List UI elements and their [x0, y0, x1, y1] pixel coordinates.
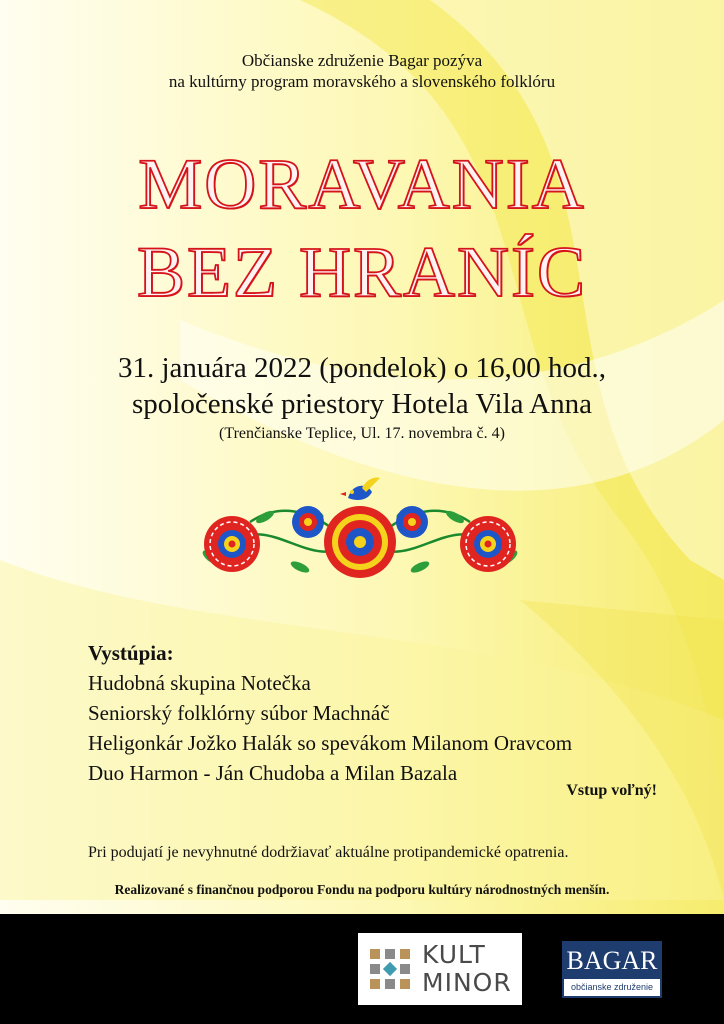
kult-word: KULT	[422, 940, 486, 969]
funding-note: Realizované s finančnou podporou Fondu na podporu kultúry národnostných menšín.	[114, 882, 610, 897]
intro-text	[0, 50, 724, 92]
footer-bar	[0, 914, 724, 1024]
event-datetime: 31. januára 2022 (pondelok) o 16,00 hod.,	[117, 352, 607, 384]
kult-minor-logo	[358, 933, 522, 1005]
event-address: (Trenčianske Teplice, Ul. 17. novembra č. 4)	[219, 425, 505, 442]
bagar-subtitle: občianske združenie	[570, 982, 654, 992]
minor-word: MINOR	[422, 968, 512, 997]
performers-section	[88, 638, 572, 788]
event-title	[0, 140, 724, 316]
kult-minor-wordmark	[422, 941, 512, 997]
title-line-2: BEZ HRANÍC	[137, 232, 587, 312]
title-line-1: MORAVANIA	[138, 144, 586, 224]
entry-free-note: Vstup voľný!	[566, 782, 657, 799]
event-datetime-venue	[0, 350, 724, 422]
performer-item: Heligonkár Jožko Halák so spevákom Milanom Oravcom	[88, 731, 573, 755]
performer-item: Duo Harmon - Ján Chudoba a Milan Bazala	[88, 761, 458, 785]
event-venue: spoločenské priestory Hotela Vila Anna	[131, 388, 592, 420]
bagar-name: BAGAR	[564, 943, 660, 979]
performer-item: Hudobná skupina Notečka	[88, 671, 311, 695]
pandemic-notice: Pri podujatí je nevyhnutné dodržiavať aktuálne protipandemické opatrenia.	[88, 844, 569, 861]
performers-heading: Vystúpia:	[88, 641, 174, 665]
intro-line-2: na kultúrny program moravského a slovenského folklóru	[168, 72, 556, 91]
bagar-logo	[562, 941, 662, 998]
folk-flower-ornament	[190, 472, 530, 592]
kult-minor-pattern-icon	[368, 947, 412, 991]
intro-line-1: Občianske združenie Bagar pozýva	[241, 51, 483, 70]
performer-item: Seniorský folklórny súbor Machnáč	[88, 701, 390, 725]
